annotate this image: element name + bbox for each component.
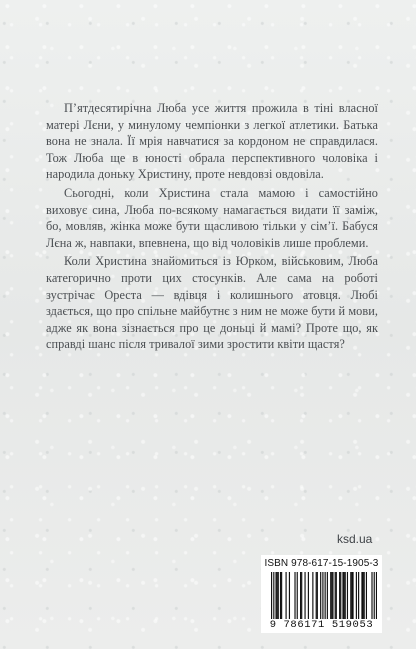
barcode-bar [300,572,301,619]
barcode-bar [325,572,326,619]
barcode-bar [317,572,318,619]
barcode-bar [294,572,295,619]
barcode-bar [322,572,323,619]
barcode-bar [320,572,321,619]
barcode-bar [374,572,375,619]
barcode-bar [273,572,274,619]
barcode-bar [327,572,328,619]
barcode-bar [339,572,340,619]
barcode-bar [356,572,357,619]
description-paragraph-2: Сьогодні, коли Христина стала мамою і самостійно виховує сина, Люба по-всякому намагається видати її заміж, бо, мовляв, жінка може бути щасливою тільки у сім’ї. Бабуся Лєна ж, навпаки, впевнена, що від чоловіків лише проблеми. [46,185,378,250]
barcode-bar [351,572,352,619]
barcode-bar [301,572,302,619]
barcode-bar [340,572,341,619]
barcode-icon [271,572,377,619]
barcode-bar [362,572,363,619]
barcode-bar [358,572,359,619]
barcode-bar [345,572,346,619]
book-description [46,100,378,355]
barcode-number: 9 786171 519053 [269,619,374,631]
barcode-bar [275,572,276,619]
barcode-bar [280,572,281,619]
barcode-bar [278,572,279,619]
barcode-bar [281,572,282,619]
barcode-bar [376,572,377,619]
isbn-barcode-block [261,555,382,633]
barcode-bar [308,572,309,619]
barcode-bar [304,572,305,619]
barcode-bar [335,572,336,619]
barcode-bar [332,572,333,619]
barcode-bar [350,572,351,619]
barcode-bar [297,572,298,619]
barcode-bar [289,572,290,619]
barcode-bar [286,572,287,619]
barcode-bar [366,572,367,619]
barcode-bar [277,572,278,619]
barcode-bar [330,572,331,619]
barcode-bar [271,572,272,619]
barcode-bar [344,572,345,619]
barcode-bar [364,572,365,619]
barcode-bar [347,572,348,619]
barcode-bar [336,572,337,619]
description-paragraph-3: Коли Христина знайомиться із Юрком, військовим, Люба категорично проти цих стосунків. Але сама на роботі зустрічає Ореста — вдівця і колишнього атовця. Любі здається, що про спільне майбутнє з ним не може бути й мови, адже як вона зізнається про це доньці й мамі? Проте що, як справді шанс після тривалої зими зростити квіти щастя? [46,254,378,352]
barcode-bar [316,572,317,619]
barcode-bar [352,572,353,619]
barcode-bar [361,572,362,619]
description-paragraph-1: П’ятдесятирічна Люба усе життя прожила в тіні власної матері Лєни, у минулому чемпіонки з легкої атлетики. Батька вона не знала. Її мрія навчатися за кордоном не справдилася. Тож Люба ще в юності обрала перспективного чоловіка і народила доньку Христину, проте невдовзі овдовіла. [46,101,378,182]
barcode-bar [371,572,372,619]
barcode-bar [342,572,343,619]
isbn-label: ISBN 978-617-15-1905-3 [264,558,379,569]
barcode-bar [331,572,332,619]
barcode-bar [312,572,313,619]
publisher-website: ksd.ua [337,532,373,546]
